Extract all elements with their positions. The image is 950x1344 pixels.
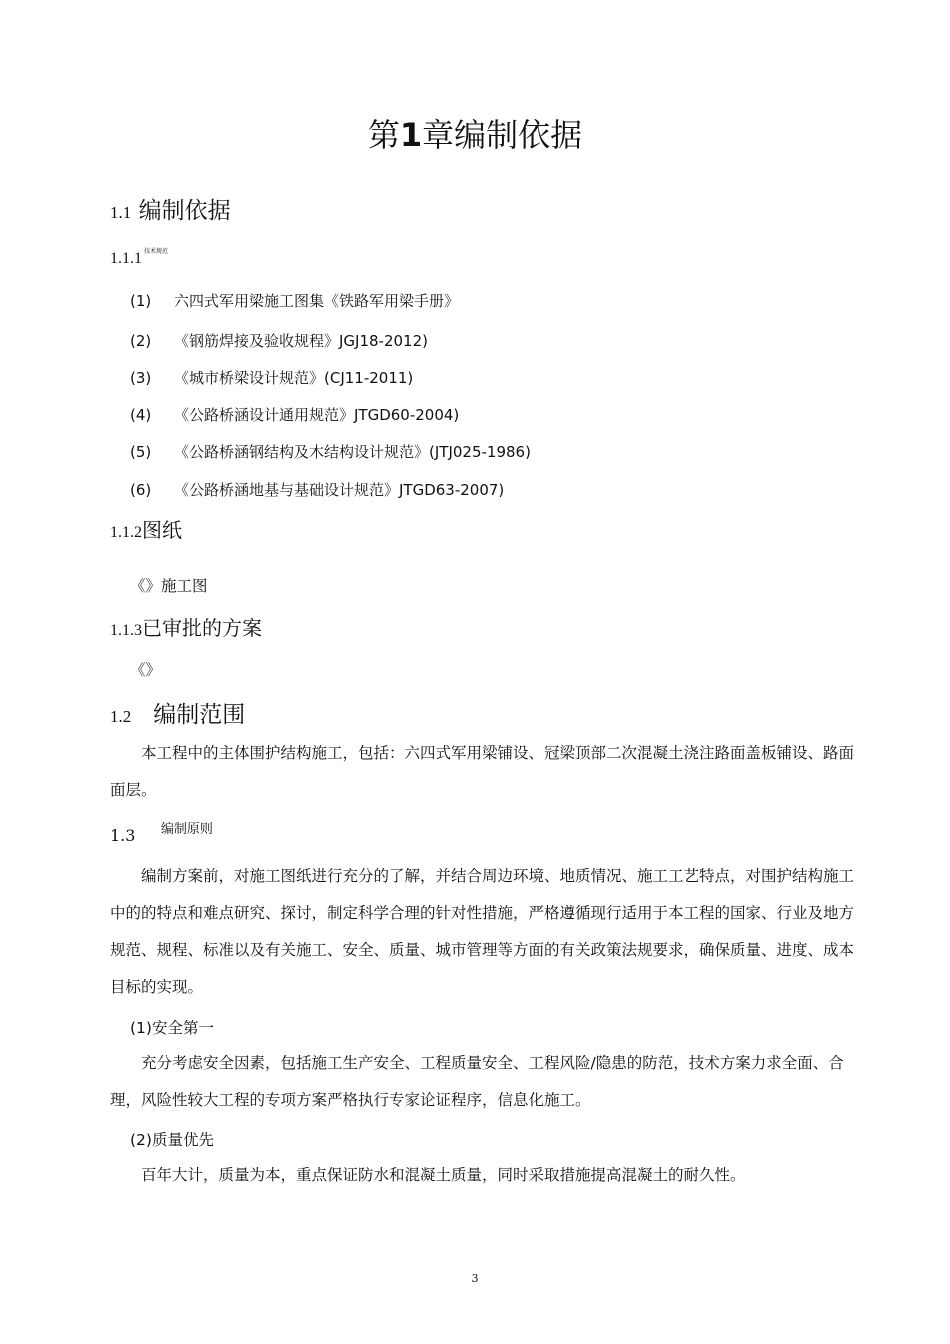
spec-item — [130, 479, 504, 500]
page-number: 3 — [471, 1272, 479, 1285]
chapter-title — [0, 110, 950, 156]
spec-text: 《公路桥涵地基与基础设计规范》JTGD63-2007) — [174, 481, 505, 499]
principles-paragraph: 编制方案前，对施工图纸进行充分的了解，并结合周边环境、地质情况、施工工艺特点，对围护结构施工中的的特点和难点研究、探讨，制定科学合理的针对性措施，严格遵循现行适用于本工程的国家、行业及地方规范、规程、标准以及有关施工、安全、质量、城市管理等方面的有关政策法规要求，确保质量、进度、成本目标的实现。 — [110, 867, 855, 996]
spec-item — [130, 290, 459, 311]
approved-plans-body: 《》 — [130, 661, 162, 679]
section-number: 1.1 — [110, 203, 132, 222]
chapter-prefix: 第 — [367, 116, 400, 154]
spec-text: 六四式军用梁施工图集《铁路军用梁手册》 — [174, 292, 460, 310]
spec-text: 《公路桥涵钢结构及木结构设计规范》(JTJ025-1986) — [174, 443, 531, 461]
section-title: 编制依据 — [138, 198, 231, 224]
section-number: 1.1.3 — [110, 622, 142, 639]
spec-item — [130, 367, 413, 388]
section-title: 编制范围 — [153, 702, 246, 728]
spec-index: (5) — [130, 443, 152, 461]
scope-paragraph: 本工程中的主体围护结构施工，包括：六四式军用梁铺设、冠梁顶部二次混凝土浇注路面盖板铺设、路面面层。 — [110, 744, 855, 799]
section-number: 1.3 — [110, 826, 136, 845]
drawings-body: 《》施工图 — [130, 577, 208, 595]
spec-index: (4) — [130, 406, 152, 424]
spec-item — [130, 404, 459, 425]
principle-1-paragraph: 充分考虑安全因素，包括施工生产安全、工程质量安全、工程风险/隐患的防范，技术方案力求全面、合理，风险性较大工程的专项方案严格执行专家论证程序，信息化施工。 — [110, 1054, 844, 1109]
chapter-title-text: 章编制依据 — [422, 116, 583, 154]
principle-1-label: (1)安全第一 — [130, 1019, 214, 1037]
section-1-1-2-heading — [110, 514, 182, 543]
section-1-1-3-heading — [110, 612, 262, 641]
section-number: 1.1.1 — [110, 250, 142, 267]
spec-index: (6) — [130, 481, 152, 499]
spec-text: 《钢筋焊接及验收规程》JGJ18-2012) — [174, 332, 428, 350]
section-1-3-heading — [110, 818, 213, 845]
section-number: 1.1.2 — [110, 524, 142, 541]
principle-2-paragraph: 百年大计，质量为本，重点保证防水和混凝土质量，同时采取措施提高混凝土的耐久性。 — [141, 1166, 746, 1184]
spec-text: 《公路桥涵设计通用规范》JTGD60-2004) — [174, 406, 460, 424]
section-title: 已审批的方案 — [142, 616, 262, 640]
section-1-1-1-heading — [110, 244, 168, 268]
spec-index: (3) — [130, 369, 152, 387]
spec-index: (1) — [130, 292, 152, 310]
section-1-2-heading — [110, 696, 245, 729]
spec-item — [130, 330, 428, 351]
section-title: 技术规范 — [144, 248, 169, 255]
section-number: 1.2 — [110, 707, 132, 726]
spec-text: 《城市桥梁设计规范》(CJ11-2011) — [174, 369, 414, 387]
section-1-1-heading — [110, 192, 231, 225]
section-title: 图纸 — [142, 518, 182, 542]
spec-index: (2) — [130, 332, 152, 350]
chapter-number: 1 — [399, 116, 423, 154]
section-title: 编制原则 — [160, 822, 213, 837]
principle-2-label: (2)质量优先 — [130, 1131, 214, 1149]
spec-item — [130, 441, 531, 462]
